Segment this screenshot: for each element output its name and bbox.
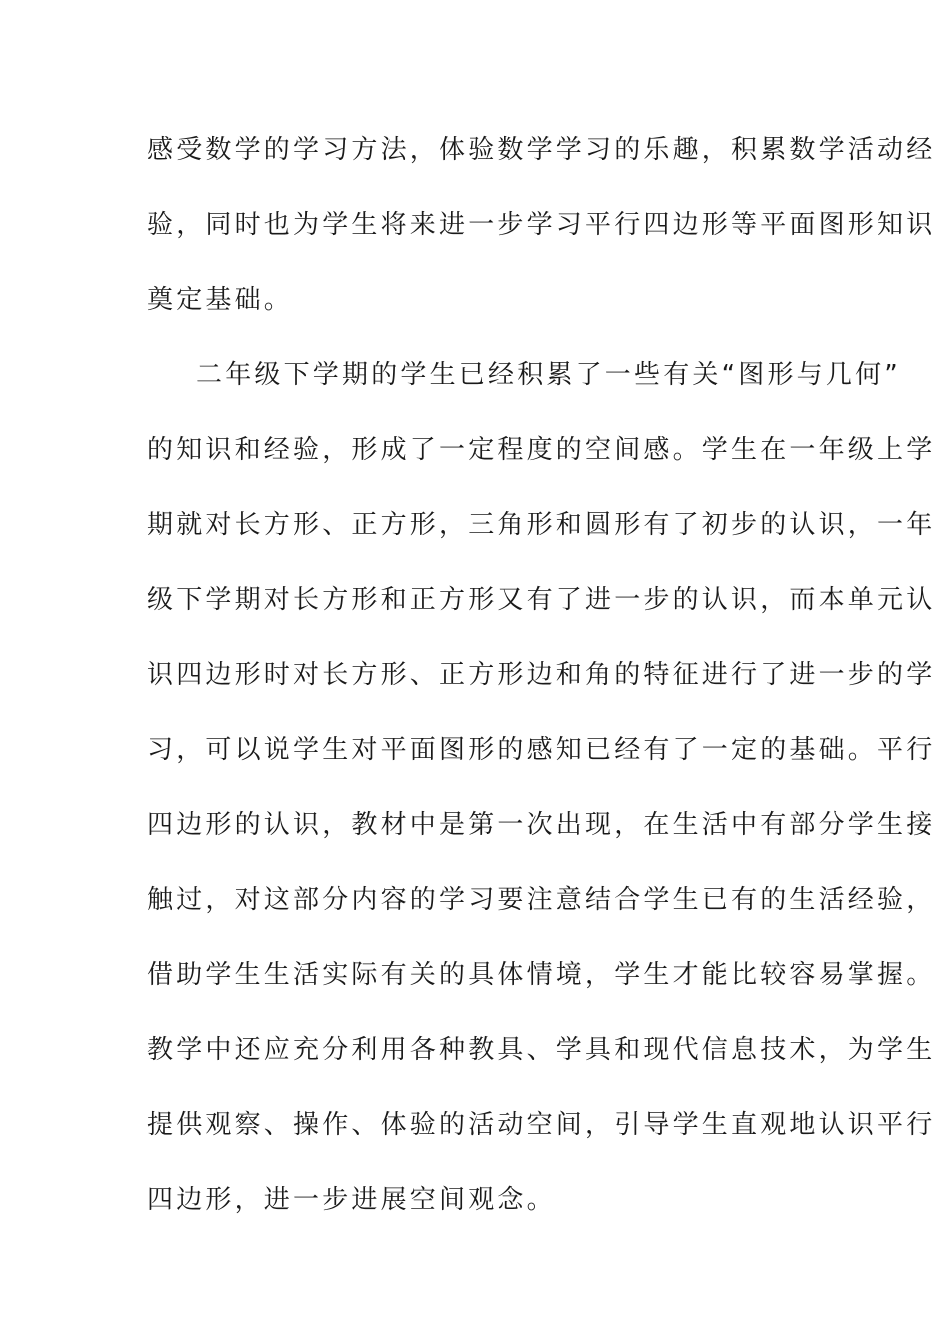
paragraph-line: 奠定基础。 [147,285,294,315]
paragraph-line: 二年级下学期的学生已经积累了一些有关“图形与几何” [196,360,901,390]
paragraph-line: 习，可以说学生对平面图形的感知已经有了一定的基础。平行 [147,735,936,765]
paragraph-line: 提供观察、操作、体验的活动空间，引导学生直观地认识平行 [147,1110,936,1140]
paragraph-line: 验，同时也为学生将来进一步学习平行四边形等平面图形知识 [147,210,936,240]
paragraph-line: 感受数学的学习方法，体验数学学习的乐趣，积累数学活动经 [147,135,936,165]
paragraph-line: 四边形的认识，教材中是第一次出现，在生活中有部分学生接 [147,810,936,840]
paragraph-line: 的知识和经验，形成了一定程度的空间感。学生在一年级上学 [147,435,936,465]
paragraph-line: 触过，对这部分内容的学习要注意结合学生已有的生活经验， [147,885,936,915]
paragraph-line: 教学中还应充分利用各种教具、学具和现代信息技术，为学生 [147,1035,936,1065]
paragraph-line: 期就对长方形、正方形，三角形和圆形有了初步的认识，一年 [147,510,936,540]
paragraph-line: 识四边形时对长方形、正方形边和角的特征进行了进一步的学 [147,660,936,690]
paragraph-line: 级下学期对长方形和正方形又有了进一步的认识，而本单元认 [147,585,936,615]
paragraph-line: 四边形，进一步进展空间观念。 [147,1185,556,1215]
paragraph-line: 借助学生生活实际有关的具体情境，学生才能比较容易掌握。 [147,960,936,990]
